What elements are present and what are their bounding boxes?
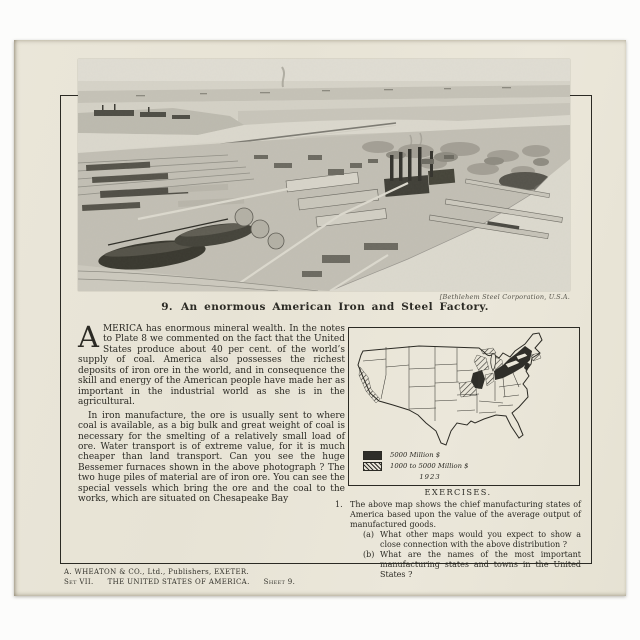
legend-label-hatched: 1000 to 5000 Million $	[390, 462, 469, 470]
plate-title: An enormous American Iron and Steel Factory.	[180, 301, 489, 313]
exercise-subitem-a	[363, 530, 581, 550]
subitem-text: What are the names of the most important manufacturing states and towns in the United States ?	[380, 549, 581, 579]
subitem-letter: (a)	[363, 530, 375, 540]
state-wisconsin	[474, 355, 489, 371]
exercise-text: The above map shows the chief manufacturing states of America based upon the value of the average output of manufactured goods.	[350, 500, 581, 530]
article-text-column	[78, 320, 345, 505]
legend-swatch-hatched	[363, 462, 382, 471]
imprint-line-2	[64, 578, 295, 588]
factory-photo-illustration	[78, 59, 570, 291]
drop-cap: A	[78, 320, 99, 354]
exercise-item-1	[335, 500, 581, 579]
exercises-section	[335, 488, 581, 580]
exercise-number: 1.	[335, 500, 343, 510]
exercises-heading: EXERCISES.	[424, 487, 492, 497]
exercise-subitem-b	[363, 550, 581, 580]
legend-row-solid	[363, 450, 469, 461]
photo-grain	[78, 59, 570, 291]
article-paragraph-1: AMERICA has enormous mineral wealth. In the notes to Plate 8 we commented on the fact that the United States produce about 40 per cent. of the world’s supply of coal. America also possesses the richest deposits of iron ore in the world, and in consequence the skill and energy of the American people have made her as important in the industrial world as she is in the agricultural.	[78, 320, 345, 408]
book-plate-page	[14, 40, 626, 596]
map-year: 1923	[419, 473, 441, 481]
plate-number: 9.	[161, 301, 173, 313]
us-map-illustration	[351, 331, 577, 449]
imprint-sheet: Sheet 9.	[263, 577, 296, 586]
factory-photograph	[78, 59, 570, 291]
publisher-imprint	[64, 568, 295, 587]
map-legend	[363, 450, 469, 483]
legend-label-solid: 5000 Million $	[390, 451, 441, 459]
legend-row-hatched	[363, 461, 469, 472]
imprint-set: Set VII.	[64, 577, 94, 586]
states-southern-new-england	[531, 353, 541, 361]
imprint-line-1: A. WHEATON & CO., Ltd., Publishers, EXETER.	[64, 568, 250, 576]
us-manufacturing-map-box	[348, 327, 580, 486]
legend-swatch-solid	[363, 451, 382, 460]
subitem-text: What other maps would you expect to show a close connection with the above distribution ?	[380, 530, 581, 550]
us-outline	[358, 333, 542, 445]
subitem-letter: (b)	[363, 549, 375, 559]
article-paragraph-2: In iron manufacture, the ore is usually sent to where coal is available, as a big bulk and great weight of coal is necessary for the smelting of a relatively small load of ore. Water transport is of extreme value, for it is much cheaper than land transport. Can you see the huge Bessemer furnaces shown in the above photograph ? The two huge piles of material are of iron ore. You can see the special vessels which bring the ore and the coal to the works, which are situated on Chesapeake Bay	[78, 410, 345, 505]
state-indiana	[485, 373, 494, 386]
state-california	[359, 367, 380, 403]
imprint-series-title: THE UNITED STATES OF AMERICA.	[107, 577, 250, 586]
plate-caption	[60, 301, 590, 313]
photo-credit: [Bethlehem Steel Corporation, U.S.A.	[439, 293, 570, 301]
